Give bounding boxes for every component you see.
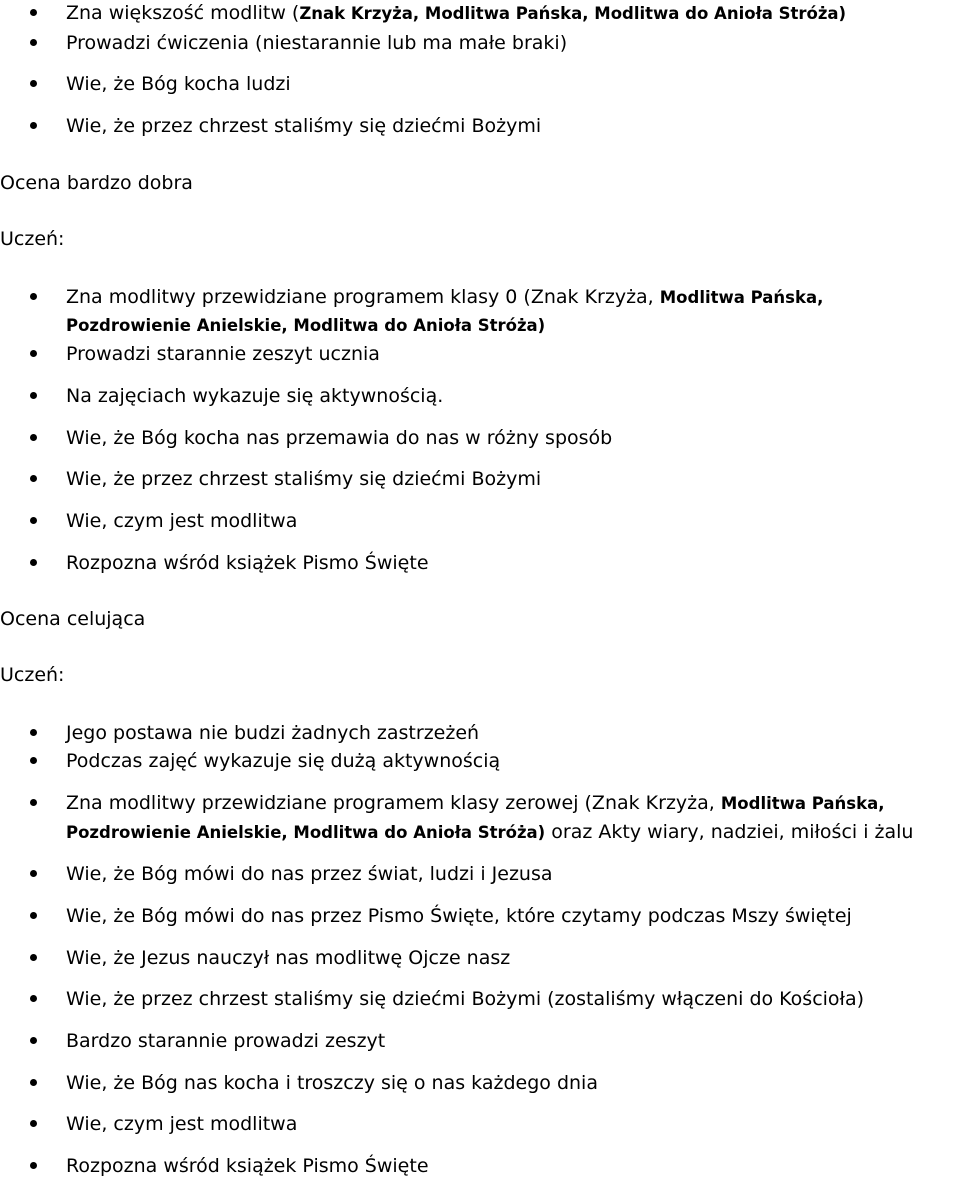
list-item-text: Jego postawa nie budzi żadnych zastrzeżeń: [66, 722, 480, 744]
list-item-text: Wie, że Jezus nauczył nas modlitwę Ojcze nasz: [66, 947, 511, 969]
list-item-bold-text: Pozdrowienie Anielskie, Modlitwa do Anioła Stróża): [66, 823, 546, 842]
list-item-text: Prowadzi ćwiczenia (niestarannie lub ma małe braki): [66, 32, 568, 54]
bullet-icon: [30, 757, 37, 764]
list-item-text: Wie, że przez chrzest staliśmy się dziećmi Bożymi: [66, 115, 542, 137]
list-item-text: Wie, że przez chrzest staliśmy się dziećmi Bożymi: [66, 468, 542, 490]
list-item-text: Zna modlitwy przewidziane programem klasy zerowej (Znak Krzyża,: [66, 792, 721, 814]
bullet-icon: [30, 350, 37, 357]
bullet-icon: [30, 293, 37, 300]
list-item-text: Zna modlitwy przewidziane programem klasy 0 (Znak Krzyża,: [66, 286, 660, 308]
list-item-text: Wie, że Bóg mówi do nas przez świat, ludzi i Jezusa: [66, 863, 553, 885]
bullet-icon: [30, 912, 37, 919]
bullet-icon: [30, 80, 37, 87]
bullet-icon: [30, 995, 37, 1002]
bullet-icon: [30, 517, 37, 524]
bullet-icon: [30, 1162, 37, 1169]
grade-heading-text: Ocena bardzo dobra: [0, 172, 193, 194]
bullet-icon: [30, 392, 37, 399]
list-item-text: Na zajęciach wykazuje się aktywnością.: [66, 385, 444, 407]
list-item-text: Wie, czym jest modlitwa: [66, 510, 298, 532]
list-item-text: Wie, że Bóg kocha ludzi: [66, 73, 291, 95]
list-item-text: Rozpozna wśród książek Pismo Święte: [66, 552, 429, 574]
student-label-text: Uczeń:: [0, 664, 65, 686]
list-item-text: Zna większość modlitw (: [66, 2, 300, 24]
bullet-icon: [30, 1120, 37, 1127]
bullet-icon: [30, 475, 37, 482]
bullet-icon: [30, 559, 37, 566]
list-item-bold-text: Znak Krzyża, Modlitwa Pańska, Modlitwa do Anioła Stróża): [299, 4, 847, 23]
student-label-text: Uczeń:: [0, 228, 65, 250]
list-item-text: Wie, czym jest modlitwa: [66, 1113, 298, 1135]
bullet-icon: [30, 870, 37, 877]
list-item-bold-text: Pozdrowienie Anielskie, Modlitwa do Anioła Stróża): [66, 316, 546, 335]
bullet-icon: [30, 799, 37, 806]
bullet-icon: [30, 434, 37, 441]
bullet-icon: [30, 122, 37, 129]
list-item-text: Bardzo starannie prowadzi zeszyt: [66, 1030, 386, 1052]
list-item-text: Podczas zajęć wykazuje się dużą aktywnością: [66, 750, 501, 772]
list-item-text: Wie, że Bóg mówi do nas przez Pismo Święte, które czytamy podczas Mszy świętej: [66, 905, 852, 927]
bullet-icon: [30, 39, 37, 46]
list-item-bold-text: Modlitwa Pańska,: [720, 794, 885, 813]
bullet-icon: [30, 729, 37, 736]
list-item-text: Wie, że Bóg kocha nas przemawia do nas w różny sposób: [66, 427, 613, 449]
bullet-icon: [30, 1037, 37, 1044]
bullet-icon: [30, 1079, 37, 1086]
list-item-text: Prowadzi starannie zeszyt ucznia: [66, 343, 380, 365]
list-item-text: Wie, że Bóg nas kocha i troszczy się o nas każdego dnia: [66, 1072, 598, 1094]
list-item-text: Wie, że przez chrzest staliśmy się dziećmi Bożymi (zostaliśmy włączeni do Kościoła): [66, 988, 865, 1010]
grade-heading-text: Ocena celująca: [0, 608, 146, 630]
list-item-bold-text: Modlitwa Pańska,: [659, 288, 824, 307]
bullet-icon: [30, 9, 37, 16]
list-item-text: Rozpozna wśród książek Pismo Święte: [66, 1155, 429, 1177]
list-item-text: oraz Akty wiary, nadziei, miłości i żalu: [545, 821, 914, 843]
bullet-icon: [30, 954, 37, 961]
